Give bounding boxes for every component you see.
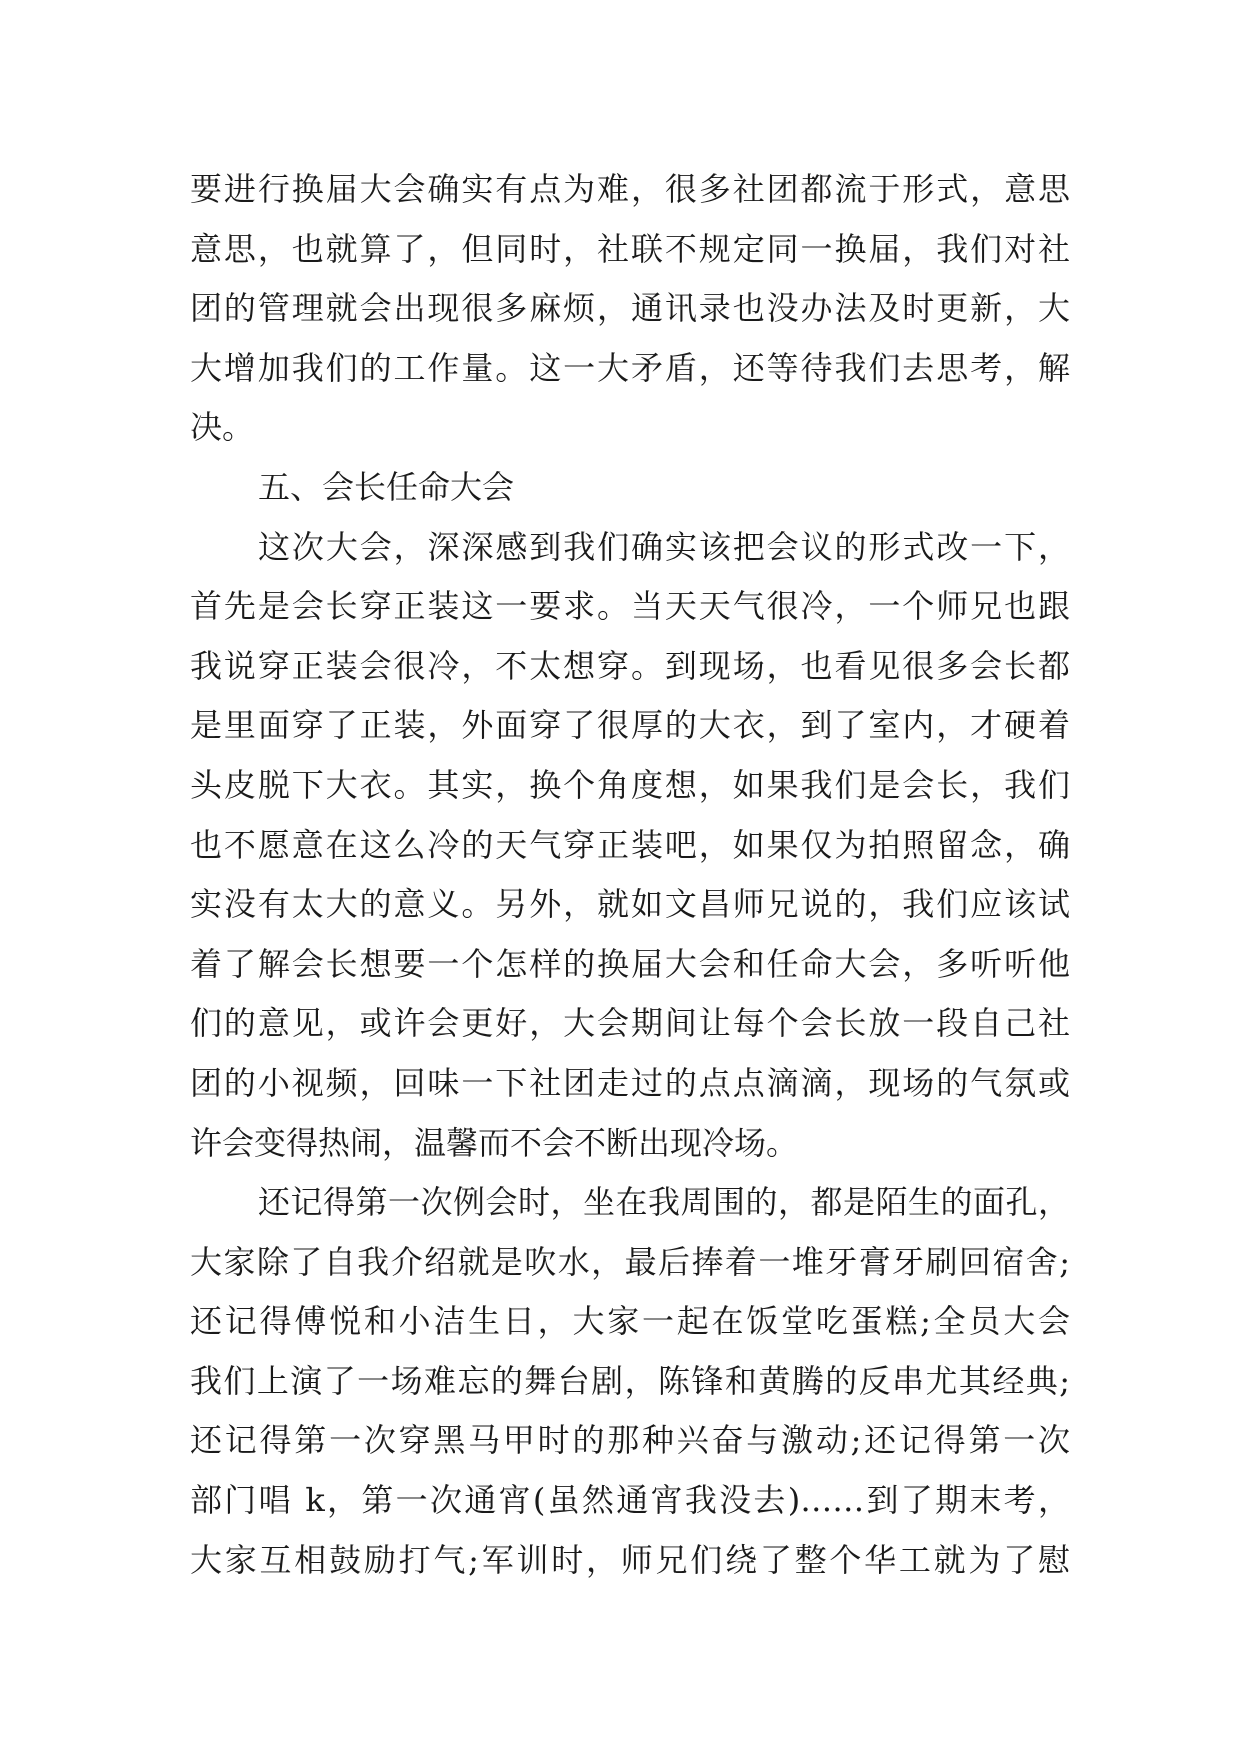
- text-line: 是里面穿了正装，外面穿了很厚的大衣，到了室内，才硬着: [190, 706, 1070, 745]
- text-line: 大增加我们的工作量。这一大矛盾，还等待我们去思考，解: [190, 348, 1070, 387]
- text-line: 还记得傅悦和小洁生日，大家一起在饭堂吃蛋糕;全员大会: [190, 1302, 1070, 1341]
- text-line: 我们上演了一场难忘的舞台剧，陈锋和黄腾的反串尤其经典;: [190, 1361, 1070, 1400]
- text-line: 决。: [190, 408, 255, 447]
- text-line: 首先是会长穿正装这一要求。当天天气很冷，一个师兄也跟: [190, 587, 1070, 626]
- text-line: 还记得第一次例会时，坐在我周围的，都是陌生的面孔，: [258, 1183, 1070, 1222]
- text-line: 着了解会长想要一个怎样的换届大会和任命大会，多听听他: [190, 944, 1070, 983]
- text-line: 这次大会，深深感到我们确实该把会议的形式改一下，: [258, 527, 1070, 566]
- text-line: 也不愿意在这么冷的天气穿正装吧，如果仅为拍照留念，确: [190, 825, 1070, 864]
- text-line: 要进行换届大会确实有点为难，很多社团都流于形式，意思: [190, 170, 1070, 208]
- text-line: 团的小视频，回味一下社团走过的点点滴滴，现场的气氛或: [190, 1063, 1070, 1102]
- body-text: [190, 160, 1070, 1590]
- text-line: 部门唱 k，第一次通宵(虽然通宵我没去)……到了期末考，: [190, 1481, 1070, 1520]
- text-line: 五、会长任命大会: [258, 467, 515, 506]
- text-line: 实没有太大的意义。另外，就如文昌师兄说的，我们应该试: [190, 885, 1070, 924]
- text-line: 我说穿正装会很冷，不太想穿。到现场，也看见很多会长都: [190, 646, 1070, 685]
- text-line: 意思，也就算了，但同时，社联不规定同一换届，我们对社: [190, 229, 1070, 268]
- text-line: 头皮脱下大衣。其实，换个角度想，如果我们是会长，我们: [190, 765, 1070, 804]
- text-line: 们的意见，或许会更好，大会期间让每个会长放一段自己社: [190, 1004, 1070, 1043]
- text-line: 许会变得热闹，温馨而不会不断出现冷场。: [190, 1123, 799, 1162]
- text-line: 团的管理就会出现很多麻烦，通讯录也没办法及时更新，大: [190, 289, 1070, 328]
- text-line: 还记得第一次穿黑马甲时的那种兴奋与激动;还记得第一次: [190, 1421, 1070, 1460]
- text-line: 大家互相鼓励打气;军训时，师兄们绕了整个华工就为了慰: [190, 1540, 1070, 1579]
- text-line: 大家除了自我介绍就是吹水，最后捧着一堆牙膏牙刷回宿舍;: [190, 1242, 1070, 1281]
